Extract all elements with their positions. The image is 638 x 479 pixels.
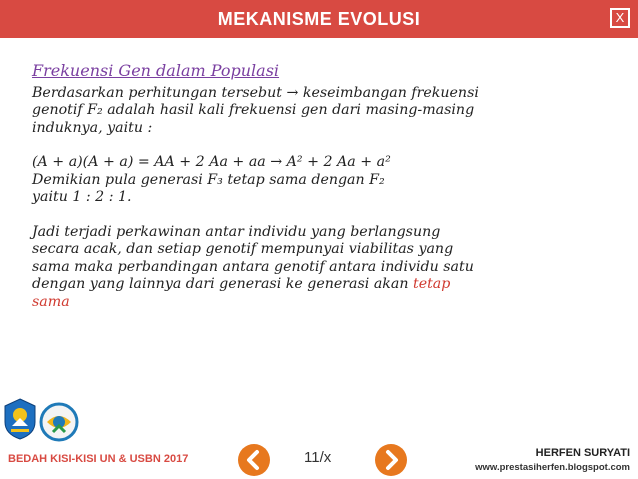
chevron-left-icon	[238, 444, 270, 476]
author-url[interactable]: www.prestasiherfen.blogspot.com	[475, 462, 630, 473]
school-logo	[39, 402, 79, 442]
text-line: Berdasarkan perhitungan tersebut → keseimbangan frekuensi	[32, 84, 479, 101]
ratio-line: yaitu 1 : 2 : 1.	[32, 189, 132, 205]
page-indicator: 11/x	[304, 449, 332, 466]
chevron-right-icon	[375, 444, 407, 476]
equation-line: (A + a)(A + a) = AA + 2 Aa + aa → A² + 2 Aa + a²	[32, 154, 391, 170]
text-line: sama maka perbandingan antara genotif antara individu satu	[32, 258, 474, 275]
author-block	[475, 447, 630, 473]
text-line: induknya, yaitu :	[32, 119, 153, 136]
text-line: Demikian pula generasi F₃ tetap sama dengan F₂	[32, 171, 385, 188]
text-line: Jadi terjadi perkawinan antar individu yang berlangsung	[32, 223, 441, 240]
highlight-text: tetap	[413, 276, 451, 292]
next-slide-button[interactable]	[375, 444, 407, 476]
text-fragment: dengan yang lainnya dari generasi ke generasi akan	[32, 276, 409, 292]
slide-content	[32, 62, 612, 311]
previous-slide-button[interactable]	[238, 444, 270, 476]
highlight-text: sama	[32, 293, 70, 310]
text-line: secara acak, dan setiap genotif mempunyai viabilitas yang	[32, 241, 454, 257]
section-heading: Frekuensi Gen dalam Populasi	[32, 61, 280, 80]
footer-caption: BEDAH KISI-KISI UN & USBN 2017	[8, 453, 189, 465]
text-line: genotif F₂ adalah hasil kali frekuensi gen dari masing-masing	[32, 102, 475, 118]
blank-line	[32, 207, 612, 224]
author-name: HERFEN SURYATI	[535, 447, 630, 459]
page-title: MEKANISME EVOLUSI	[217, 9, 421, 29]
blank-line	[32, 137, 612, 154]
text-line	[32, 276, 612, 294]
tut-wuri-handayani-logo	[3, 398, 37, 440]
close-button[interactable]: X	[610, 8, 630, 28]
